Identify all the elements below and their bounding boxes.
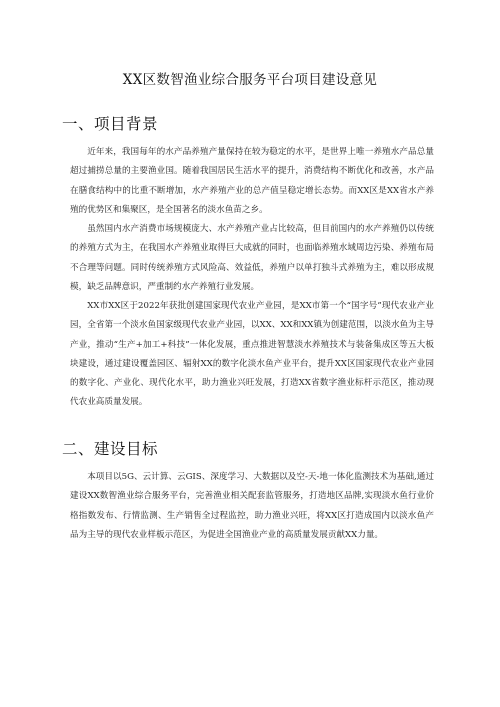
- paragraph-background-3: XX市XX区于2022年获批创建国家现代农业产业园，是XX市第一个“国字号”现代农业产业园，全省第一个淡水鱼国家级现代农业产业园，以XX、XX和XX镇为创建范围，以淡水鱼为主导产业，推动“生产+加工+科技”一体化发展，重点推进智慧淡水养殖技术与装备集成区等五大板块建设，通过建设覆盖园区、辐射XX的数字化淡水鱼产业平台，提升XX区国家现代农业产业园的数字化、产业化、现代化水平，助力渔业兴旺发展，打造XX省数字渔业标杆示范区，推动现代农业高质量发展。: [70, 301, 434, 408]
- section-heading-goals: 二、建设目标: [62, 440, 159, 458]
- paragraph-background-1: 近年来，我国每年的水产品养殖产量保持在较为稳定的水平，是世界上唯一养殖水产品总量超过捕捞总量的主要渔业国。随着我国居民生活水平的提升，消费结构不断优化和改善，水产品在膳食结构中的比重不断增加，水产养殖产业的总产值呈稳定增长态势。而XX区是XX省水产养殖的优势区和集聚区，是全国著名的淡水鱼苗之乡。: [70, 147, 434, 215]
- paragraph-goals-1: 本项目以5G、云计算、云GIS、深度学习、大数据以及空-天-地一体化监测技术为基础,通过建设XX数智渔业综合服务平台，完善渔业相关配套监管服务，打造地区品牌,实现淡水鱼行业价格指数发布、行情监测、生产销售全过程监控，助力渔业兴旺，将XX区打造成国内以淡水鱼产品为主导的现代农业样板示范区，为促进全国渔业产业的高质量发展贡献XX力量。: [70, 472, 434, 540]
- section-heading-background: 一、项目背景: [62, 115, 159, 133]
- paragraph-background-2: 虽然国内水产消费市场规模庞大、水产养殖产业占比较高，但目前国内的水产养殖仍以传统的养殖方式为主，在我国水产养殖业取得巨大成就的同时，也面临养殖水域周边污染、养殖布局不合理等问题。同时传统养殖方式风险高、效益低，养殖户以单打独斗式养殖为主，难以形成规模，缺乏品牌意识，严重制约水产养殖行业发展。: [70, 224, 434, 292]
- document-title: XX区数智渔业综合服务平台项目建设意见: [122, 72, 378, 88]
